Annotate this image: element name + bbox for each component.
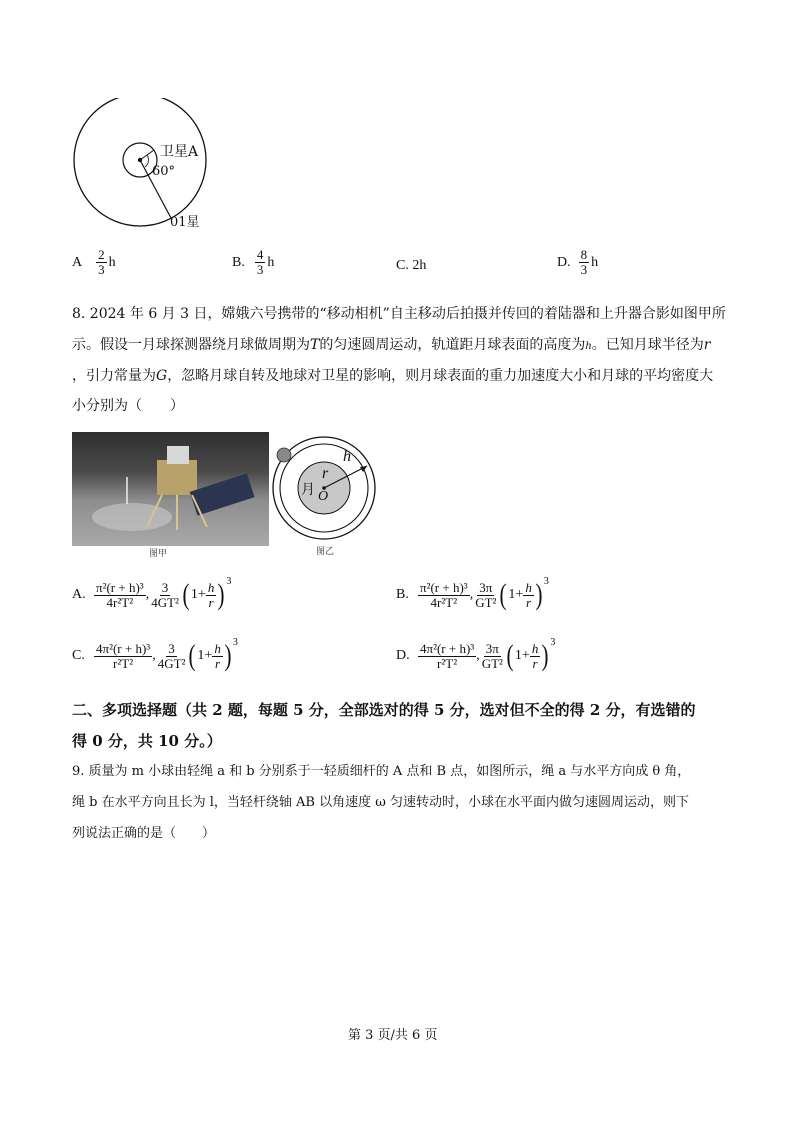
- section-2-heading-line-1: 二、多项选择题（共 2 题，每题 5 分，全部选对的得 5 分，选对但不全的得 2 分，有选错的: [72, 701, 696, 719]
- diagram-h-label: h: [343, 448, 351, 465]
- q8-option-b[interactable]: B. $\frac{\text{π²(r + h)³}}{\text{4r²T²}}$ , $\frac{3\pi}{\text{GT²}}$ ( 1+ $\frac{h}{r}$ ) 3: [396, 576, 549, 611]
- unit: h: [108, 254, 116, 270]
- satellite-a-label: 卫星A: [160, 144, 199, 160]
- q8-option-a[interactable]: A. $\frac{\text{π²(r + h)³}}{\text{4r²T²}}$ , $\frac{3}{\text{4GT²}}$ ( 1+ $\frac{h}{r}$ ) 3: [72, 576, 232, 611]
- q8-option-c[interactable]: C. $\frac{\text{4π²(r + h)³}}{\text{r²T²}}$ , $\frac{3}{\text{4GT²}}$ ( 1+ $\frac{h}{r}$ ) 3: [72, 637, 238, 672]
- q7-option-a[interactable]: [72, 248, 116, 277]
- unit: h: [267, 254, 275, 270]
- option-label: B.: [232, 254, 245, 270]
- q8-line-4: 小分别为（ ）: [72, 398, 184, 414]
- page-number: 第 3 页/共 6 页: [348, 1028, 438, 1043]
- q9-line-1: 9. 质量为 m 小球由轻绳 a 和 b 分别系于一轻质细杆的 A 点和 B 点，如图所示，绳 a 与水平方向成 θ 角，: [72, 764, 691, 779]
- q9-line-2: 绳 b 在水平方向且长为 l，当轻杆绕轴 AB 以角速度 ω 匀速转动时，小球在水平面内做匀速圆周运动，则下: [72, 795, 689, 810]
- q7-option-b[interactable]: [232, 248, 274, 277]
- section-2-heading-line-2: 得 0 分，共 10 分。）: [72, 732, 222, 750]
- option-label: A: [72, 254, 83, 270]
- q9-line-3: 列说法正确的是（ ）: [72, 826, 216, 841]
- star-01-label: 01星: [170, 215, 200, 230]
- unit: h: [591, 254, 599, 270]
- q8-option-d[interactable]: D. $\frac{\text{4π²(r + h)³}}{\text{r²T²}}$ , $\frac{3\pi}{\text{GT²}}$ ( 1+ $\frac{h}{r}$ ) 3: [396, 637, 556, 672]
- fraction: $\frac{8}{3}$: [580, 247, 588, 277]
- lander-photo: [72, 432, 269, 546]
- angle-label: 60°: [152, 164, 176, 179]
- diagram-r-label: r: [322, 465, 329, 482]
- q8-line-2: 示。假设一月球探测器绕月球做周期为T的匀速圆周运动，轨道距月球表面的高度为h。已知月球半径为r: [72, 337, 711, 353]
- fraction: $\frac{2}{3}$: [98, 247, 105, 277]
- diagram-o-label: O: [318, 489, 329, 504]
- figure-label-yi: 图乙: [316, 547, 335, 557]
- diagram-moon-label: 月: [301, 482, 315, 498]
- option-label: C. 2h: [396, 258, 427, 273]
- figure-label-jia: 图甲: [149, 549, 168, 559]
- q8-line-1: 8. 2024 年 6 月 3 日，嫦娥六号携带的“移动相机”自主移动后拍摄并传回的着陆器和上升器合影如图甲所: [72, 306, 726, 322]
- q8-line-3: ，引力常量为G，忽略月球自转及地球对卫星的影响，则月球表面的重力加速度大小和月球的平均密度大: [72, 368, 714, 384]
- q7-option-d[interactable]: [557, 248, 598, 277]
- fraction: $\frac{4}{3}$: [256, 247, 264, 277]
- q7-option-c[interactable]: [396, 258, 426, 274]
- option-label: D.: [557, 254, 571, 270]
